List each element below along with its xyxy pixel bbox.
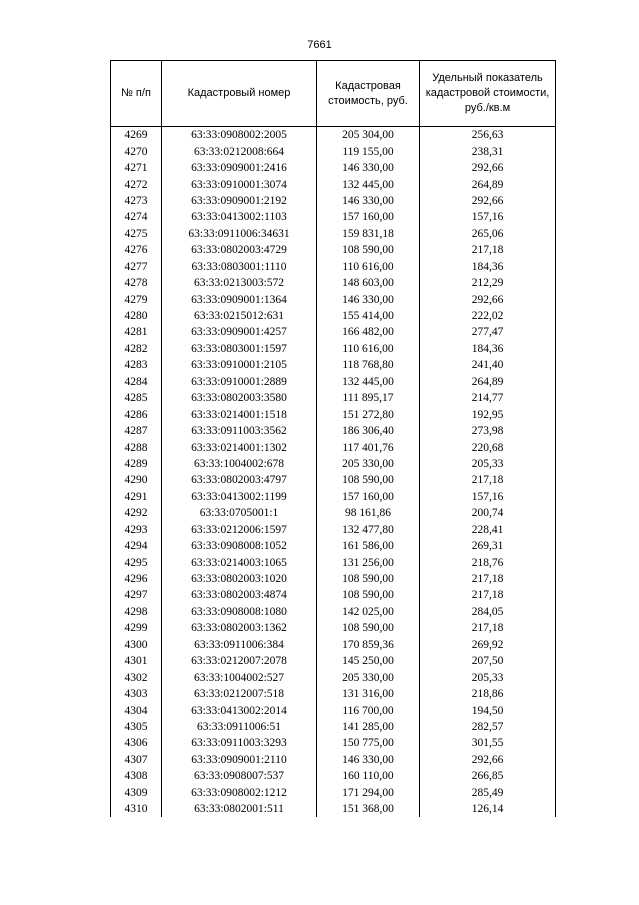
cell-specific-indicator: 269,31 [420,538,556,554]
cell-specific-indicator: 277,47 [420,324,556,340]
header-cadastral-value: Кадастровая стоимость, руб. [317,61,420,127]
table-row [111,785,556,801]
cell-specific-indicator: 301,55 [420,735,556,751]
table-row [111,341,556,357]
cell-specific-indicator: 273,98 [420,423,556,439]
cell-specific-indicator: 207,50 [420,653,556,669]
cadastral-table [110,60,556,817]
cell-cadastral-number: 63:33:0802003:4797 [162,472,317,488]
cell-specific-indicator: 157,16 [420,209,556,225]
cell-cadastral-value: 145 250,00 [317,653,420,669]
cell-specific-indicator: 217,18 [420,571,556,587]
cell-cadastral-number: 63:33:0802003:1020 [162,571,317,587]
table-body [111,127,556,818]
cell-num: 4280 [111,308,162,324]
cell-specific-indicator: 228,41 [420,522,556,538]
cell-cadastral-value: 146 330,00 [317,752,420,768]
cell-num: 4283 [111,357,162,373]
table-row [111,538,556,554]
cell-cadastral-number: 63:33:0911006:51 [162,719,317,735]
cell-cadastral-value: 142 025,00 [317,604,420,620]
cell-cadastral-value: 141 285,00 [317,719,420,735]
cell-cadastral-value: 186 306,40 [317,423,420,439]
cell-num: 4291 [111,489,162,505]
cell-num: 4305 [111,719,162,735]
cell-num: 4306 [111,735,162,751]
cell-specific-indicator: 157,16 [420,489,556,505]
cell-num: 4273 [111,193,162,209]
cell-specific-indicator: 218,76 [420,554,556,570]
cell-specific-indicator: 256,63 [420,127,556,144]
cell-cadastral-number: 63:33:0910001:3074 [162,176,317,192]
table-row [111,143,556,159]
cell-cadastral-number: 63:33:0911006:34631 [162,226,317,242]
cell-cadastral-number: 63:33:0212007:518 [162,686,317,702]
cell-specific-indicator: 264,89 [420,374,556,390]
table-row [111,242,556,258]
cell-cadastral-number: 63:33:0911006:384 [162,637,317,653]
cell-cadastral-value: 98 161,86 [317,505,420,521]
cell-num: 4298 [111,604,162,620]
cell-specific-indicator: 217,18 [420,620,556,636]
cell-specific-indicator: 292,66 [420,193,556,209]
table-row [111,801,556,817]
cell-cadastral-value: 108 590,00 [317,620,420,636]
cell-specific-indicator: 238,31 [420,143,556,159]
table-row [111,686,556,702]
cell-num: 4270 [111,143,162,159]
cell-num: 4296 [111,571,162,587]
cell-num: 4292 [111,505,162,521]
cell-cadastral-value: 205 330,00 [317,669,420,685]
cell-specific-indicator: 292,66 [420,160,556,176]
cell-num: 4269 [111,127,162,144]
cell-cadastral-value: 151 368,00 [317,801,420,817]
cell-specific-indicator: 266,85 [420,768,556,784]
cell-num: 4288 [111,439,162,455]
cell-num: 4310 [111,801,162,817]
cell-cadastral-value: 119 155,00 [317,143,420,159]
cell-cadastral-number: 63:33:0911003:3293 [162,735,317,751]
cell-num: 4309 [111,785,162,801]
table-row [111,620,556,636]
cell-cadastral-number: 63:33:0909001:2110 [162,752,317,768]
cell-cadastral-number: 63:33:0802003:4729 [162,242,317,258]
table-row [111,669,556,685]
cell-specific-indicator: 220,68 [420,439,556,455]
cell-specific-indicator: 184,36 [420,259,556,275]
cell-num: 4272 [111,176,162,192]
page-number: 7661 [307,39,332,51]
cell-specific-indicator: 241,40 [420,357,556,373]
table-row [111,308,556,324]
cell-cadastral-number: 63:33:0908008:1080 [162,604,317,620]
cell-cadastral-number: 63:33:0803001:1597 [162,341,317,357]
cell-cadastral-number: 63:33:0212007:2078 [162,653,317,669]
header-num: № п/п [111,61,162,127]
cell-cadastral-number: 63:33:0802003:3580 [162,390,317,406]
cell-cadastral-number: 63:33:0413002:1199 [162,489,317,505]
cell-num: 4300 [111,637,162,653]
cell-cadastral-number: 63:33:0908002:2005 [162,127,317,144]
cell-num: 4281 [111,324,162,340]
cell-specific-indicator: 269,92 [420,637,556,653]
cell-cadastral-value: 146 330,00 [317,160,420,176]
table-row [111,489,556,505]
cell-num: 4274 [111,209,162,225]
cell-cadastral-value: 132 445,00 [317,374,420,390]
cell-cadastral-number: 63:33:0214001:1302 [162,439,317,455]
cell-num: 4284 [111,374,162,390]
cell-cadastral-number: 63:33:0803001:1110 [162,259,317,275]
cell-specific-indicator: 218,86 [420,686,556,702]
cell-cadastral-value: 157 160,00 [317,489,420,505]
cell-specific-indicator: 285,49 [420,785,556,801]
table-row [111,160,556,176]
cell-cadastral-number: 63:33:0908002:1212 [162,785,317,801]
cell-cadastral-value: 205 304,00 [317,127,420,144]
cell-num: 4297 [111,587,162,603]
table-row [111,357,556,373]
table-row [111,406,556,422]
cell-cadastral-value: 150 775,00 [317,735,420,751]
table-row [111,604,556,620]
cell-cadastral-value: 205 330,00 [317,456,420,472]
cell-cadastral-number: 63:33:0413002:2014 [162,702,317,718]
cell-specific-indicator: 192,95 [420,406,556,422]
cell-num: 4276 [111,242,162,258]
cell-cadastral-number: 63:33:0909001:4257 [162,324,317,340]
cell-cadastral-value: 148 603,00 [317,275,420,291]
cell-num: 4275 [111,226,162,242]
cell-num: 4290 [111,472,162,488]
cell-cadastral-value: 132 445,00 [317,176,420,192]
cell-specific-indicator: 222,02 [420,308,556,324]
table-row [111,768,556,784]
cell-num: 4271 [111,160,162,176]
table-row [111,505,556,521]
cell-cadastral-value: 118 768,80 [317,357,420,373]
cell-cadastral-number: 63:33:0910001:2889 [162,374,317,390]
cell-num: 4294 [111,538,162,554]
cell-specific-indicator: 217,18 [420,242,556,258]
cell-specific-indicator: 205,33 [420,669,556,685]
cell-num: 4279 [111,291,162,307]
cell-cadastral-value: 166 482,00 [317,324,420,340]
cell-cadastral-number: 63:33:0802001:511 [162,801,317,817]
cell-num: 4293 [111,522,162,538]
cell-cadastral-number: 63:33:0413002:1103 [162,209,317,225]
cell-specific-indicator: 194,50 [420,702,556,718]
cell-cadastral-value: 110 616,00 [317,341,420,357]
table-row [111,439,556,455]
cell-num: 4303 [111,686,162,702]
cell-num: 4286 [111,406,162,422]
cell-specific-indicator: 217,18 [420,472,556,488]
header-cadastral-number: Кадастровый номер [162,61,317,127]
cell-cadastral-number: 63:33:0214003:1065 [162,554,317,570]
table-row [111,456,556,472]
cell-cadastral-value: 155 414,00 [317,308,420,324]
cell-cadastral-value: 160 110,00 [317,768,420,784]
cell-cadastral-number: 63:33:0215012:631 [162,308,317,324]
cell-specific-indicator: 205,33 [420,456,556,472]
cell-cadastral-number: 63:33:0909001:1364 [162,291,317,307]
cell-specific-indicator: 217,18 [420,587,556,603]
cell-cadastral-number: 63:33:0212008:664 [162,143,317,159]
cell-num: 4302 [111,669,162,685]
table-row [111,127,556,144]
cell-specific-indicator: 292,66 [420,752,556,768]
table-row [111,571,556,587]
cell-cadastral-value: 151 272,80 [317,406,420,422]
cell-num: 4304 [111,702,162,718]
cell-num: 4307 [111,752,162,768]
table-row [111,653,556,669]
cell-specific-indicator: 126,14 [420,801,556,817]
cell-cadastral-value: 159 831,18 [317,226,420,242]
cell-cadastral-value: 171 294,00 [317,785,420,801]
cell-cadastral-number: 63:33:0911003:3562 [162,423,317,439]
cell-specific-indicator: 214,77 [420,390,556,406]
cell-cadastral-value: 111 895,17 [317,390,420,406]
cell-num: 4301 [111,653,162,669]
cell-cadastral-number: 63:33:0212006:1597 [162,522,317,538]
table-row [111,374,556,390]
cell-specific-indicator: 200,74 [420,505,556,521]
cell-cadastral-number: 63:33:0802003:1362 [162,620,317,636]
table-row [111,735,556,751]
cell-num: 4278 [111,275,162,291]
table-row [111,522,556,538]
cell-specific-indicator: 265,06 [420,226,556,242]
cell-cadastral-number: 63:33:0909001:2192 [162,193,317,209]
table-row [111,324,556,340]
cell-cadastral-value: 161 586,00 [317,538,420,554]
table-row [111,702,556,718]
table-row [111,719,556,735]
table-row [111,226,556,242]
cell-cadastral-number: 63:33:1004002:678 [162,456,317,472]
cell-cadastral-value: 108 590,00 [317,587,420,603]
cell-cadastral-value: 131 316,00 [317,686,420,702]
cell-cadastral-value: 132 477,80 [317,522,420,538]
cell-cadastral-value: 108 590,00 [317,242,420,258]
cell-cadastral-value: 108 590,00 [317,571,420,587]
table-row [111,423,556,439]
cell-num: 4308 [111,768,162,784]
header-row [111,61,556,127]
cell-cadastral-value: 117 401,76 [317,439,420,455]
cell-num: 4287 [111,423,162,439]
cell-cadastral-number: 63:33:0214001:1518 [162,406,317,422]
cell-cadastral-value: 116 700,00 [317,702,420,718]
table-row [111,752,556,768]
header-specific-indicator: Удельный показатель кадастровой стоимости, руб./кв.м [420,61,556,127]
cell-cadastral-value: 108 590,00 [317,472,420,488]
cell-cadastral-value: 170 859,36 [317,637,420,653]
cell-cadastral-value: 131 256,00 [317,554,420,570]
cell-specific-indicator: 282,57 [420,719,556,735]
cell-specific-indicator: 212,29 [420,275,556,291]
cell-num: 4295 [111,554,162,570]
cell-cadastral-number: 63:33:0705001:1 [162,505,317,521]
cell-cadastral-number: 63:33:0802003:4874 [162,587,317,603]
cell-cadastral-number: 63:33:0213003:572 [162,275,317,291]
cell-num: 4277 [111,259,162,275]
cell-cadastral-value: 157 160,00 [317,209,420,225]
table-row [111,472,556,488]
table-row [111,554,556,570]
cell-specific-indicator: 264,89 [420,176,556,192]
cell-cadastral-number: 63:33:0908007:537 [162,768,317,784]
table-row [111,275,556,291]
cell-specific-indicator: 292,66 [420,291,556,307]
cell-num: 4289 [111,456,162,472]
table-header [111,61,556,127]
cell-num: 4282 [111,341,162,357]
table-row [111,637,556,653]
table-row [111,587,556,603]
cell-cadastral-value: 146 330,00 [317,291,420,307]
cell-num: 4299 [111,620,162,636]
cell-cadastral-number: 63:33:0908008:1052 [162,538,317,554]
table-row [111,209,556,225]
cell-cadastral-value: 110 616,00 [317,259,420,275]
table-row [111,176,556,192]
cell-cadastral-number: 63:33:1004002:527 [162,669,317,685]
table-row [111,390,556,406]
table-row [111,193,556,209]
cell-specific-indicator: 184,36 [420,341,556,357]
cell-specific-indicator: 284,05 [420,604,556,620]
cell-num: 4285 [111,390,162,406]
table-row [111,259,556,275]
cell-cadastral-number: 63:33:0910001:2105 [162,357,317,373]
table-row [111,291,556,307]
cell-cadastral-number: 63:33:0909001:2416 [162,160,317,176]
cell-cadastral-value: 146 330,00 [317,193,420,209]
